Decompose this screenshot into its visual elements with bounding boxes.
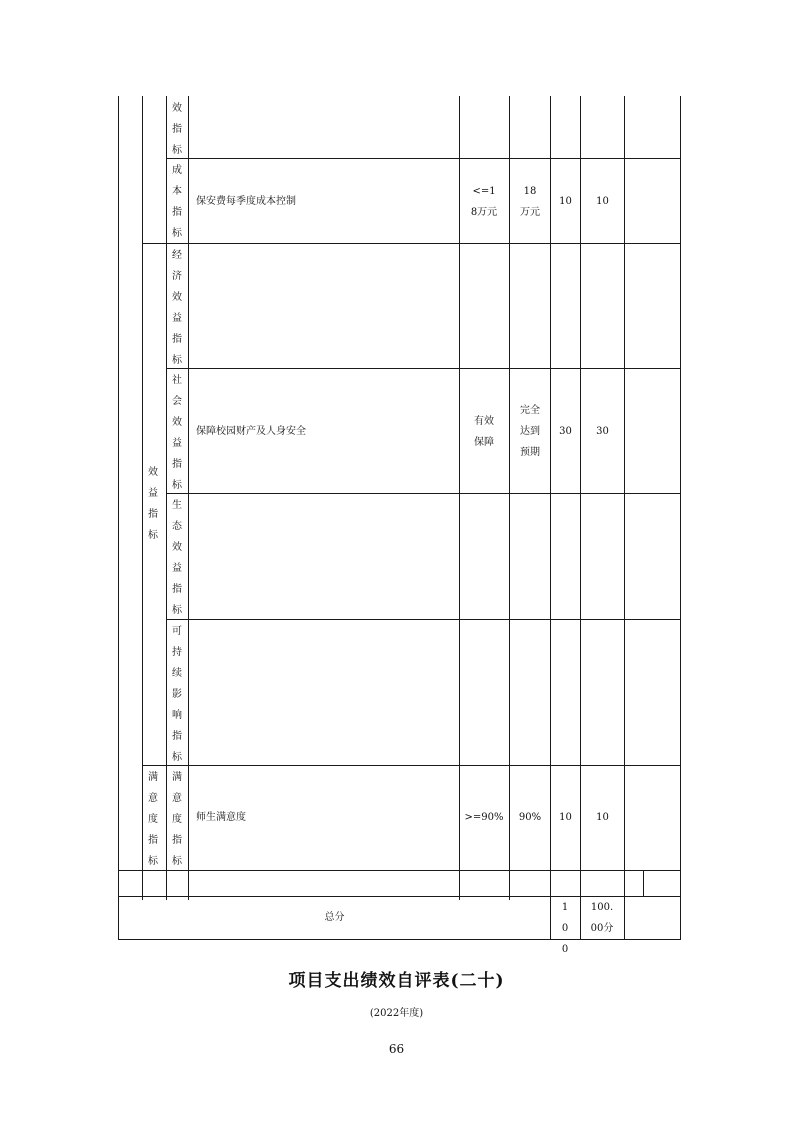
grid-line bbox=[142, 765, 680, 766]
grid-line bbox=[459, 96, 460, 900]
page-number: 66 bbox=[388, 1042, 405, 1056]
grid-line bbox=[118, 96, 119, 940]
grid-line bbox=[166, 493, 680, 494]
grid-line bbox=[643, 870, 644, 896]
grid-line bbox=[680, 96, 681, 940]
social-indicator-name: 保障校园财产及人身安全 bbox=[196, 426, 306, 437]
total-weight: 100 bbox=[561, 902, 569, 955]
satisfaction-indicator-name: 师生满意度 bbox=[196, 812, 246, 823]
satisfaction-score: 10 bbox=[596, 812, 609, 823]
page-title: 项目支出绩效自评表(二十) bbox=[288, 971, 505, 991]
satisfaction-category: 满 意 度 指 标 bbox=[172, 772, 182, 867]
sustainable-impact-category: 可 持 续 影 响 指 标 bbox=[172, 626, 182, 763]
social-weight: 30 bbox=[559, 426, 572, 437]
grid-line bbox=[166, 619, 680, 620]
row0-category: 效 指 标 bbox=[172, 103, 182, 156]
grid-line bbox=[142, 243, 680, 244]
grid-line bbox=[118, 870, 680, 871]
grid-line bbox=[188, 96, 189, 900]
total-label: 总分 bbox=[324, 912, 345, 923]
total-score: 100.00分 bbox=[590, 902, 614, 934]
social-actual-value: 完全 达到 预期 bbox=[520, 405, 540, 458]
benefit-indicator-group: 效 益 指 标 bbox=[148, 467, 158, 541]
cost-indicator-name: 保安费每季度成本控制 bbox=[196, 196, 296, 207]
grid-line bbox=[118, 939, 681, 940]
economic-benefit-category: 经 济 效 益 指 标 bbox=[172, 250, 182, 366]
satisfaction-group: 满 意 度 指 标 bbox=[148, 772, 158, 867]
cost-actual-value: 18 万元 bbox=[520, 186, 540, 218]
social-target-value: 有效 保障 bbox=[474, 416, 494, 448]
satisfaction-target-value: >=90% bbox=[464, 812, 504, 823]
satisfaction-weight: 10 bbox=[559, 812, 572, 823]
fiscal-year: (2022年度) bbox=[369, 1008, 424, 1019]
ecological-benefit-category: 生 态 效 益 指 标 bbox=[172, 500, 182, 616]
grid-line bbox=[166, 158, 680, 159]
grid-line bbox=[509, 96, 510, 900]
grid-line bbox=[166, 368, 680, 369]
cost-score: 10 bbox=[596, 196, 609, 207]
cost-weight: 10 bbox=[559, 196, 572, 207]
grid-line bbox=[624, 96, 625, 940]
social-score: 30 bbox=[596, 426, 609, 437]
cost-target-value: <=1 8万元 bbox=[470, 186, 498, 218]
social-benefit-category: 社 会 效 益 指 标 bbox=[172, 375, 182, 491]
satisfaction-actual-value: 90% bbox=[518, 812, 542, 823]
cost-indicator-category: 成 本 指 标 bbox=[172, 165, 182, 239]
